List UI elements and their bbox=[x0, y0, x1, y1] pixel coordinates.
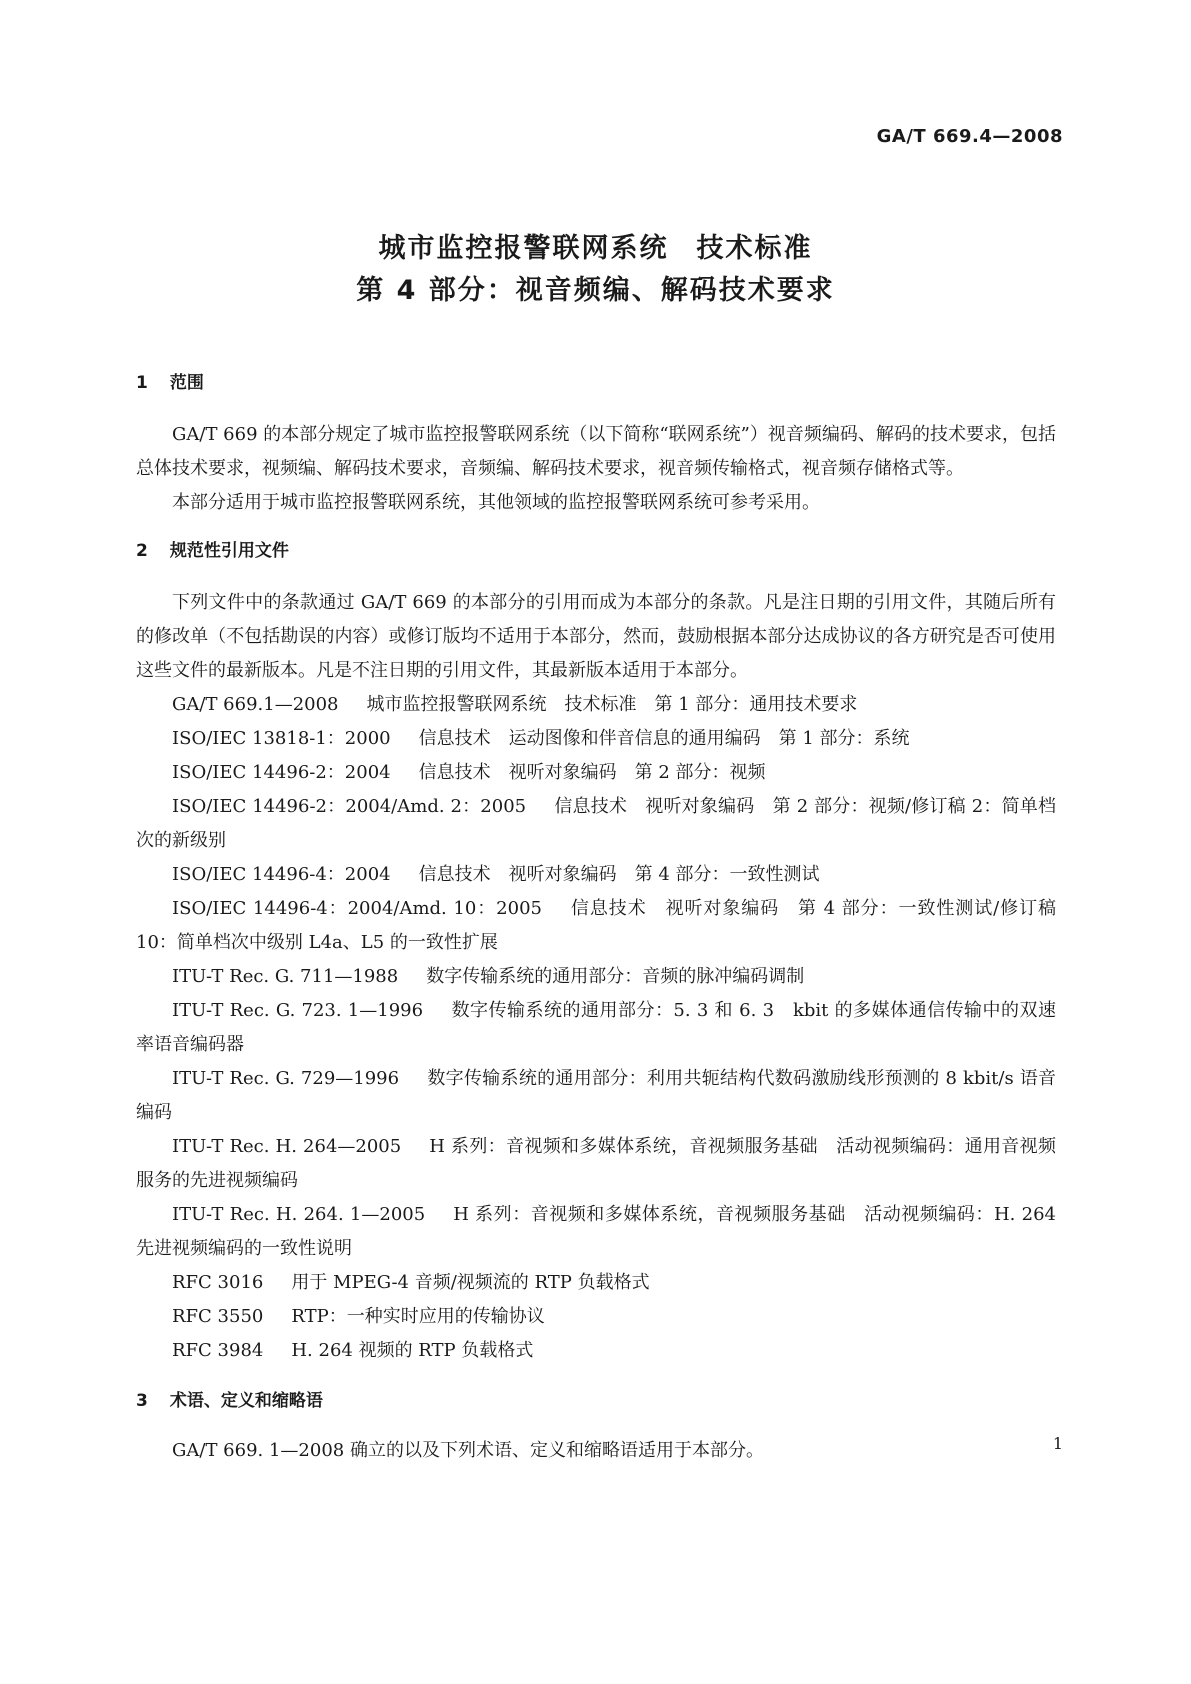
reference-item bbox=[136, 1266, 1056, 1300]
section-3-heading bbox=[136, 1384, 1056, 1418]
reference-item bbox=[136, 892, 1056, 960]
reference-item bbox=[136, 1198, 1056, 1266]
normative-references-list bbox=[136, 688, 1056, 1368]
reference-title: 城市监控报警联网系统 技术标准 第 1 部分：通用技术要求 bbox=[366, 694, 858, 715]
reference-item bbox=[136, 960, 1056, 994]
reference-title: 信息技术 视听对象编码 第 2 部分：视频 bbox=[418, 762, 766, 783]
title-line-1-part-2: 技术标准 bbox=[696, 233, 813, 264]
section-number: 3 bbox=[136, 1391, 148, 1411]
reference-title: RTP：一种实时应用的传输协议 bbox=[291, 1306, 545, 1327]
reference-item bbox=[136, 790, 1056, 858]
standard-number: GA/T 669.4—2008 bbox=[876, 126, 1063, 147]
section-1-heading bbox=[136, 366, 1056, 400]
reference-title: H 系列：音视频和多媒体系统，音视频服务基础 活动视频编码：通用音视频服务的先进视频编码 bbox=[136, 1136, 1056, 1191]
section-2-heading bbox=[136, 534, 1056, 568]
reference-item bbox=[136, 1300, 1056, 1334]
reference-code: ISO/IEC 14496-2：2004 bbox=[172, 762, 391, 783]
reference-title: 数字传输系统的通用部分：利用共轭结构代数码激励线形预测的 8 kbit/s 语音编码 bbox=[136, 1068, 1056, 1123]
reference-title: H 系列：音视频和多媒体系统，音视频服务基础 活动视频编码：H. 264 先进视频编码的一致性说明 bbox=[136, 1204, 1056, 1259]
reference-code: RFC 3984 bbox=[172, 1340, 264, 1361]
section-title: 范围 bbox=[169, 373, 204, 393]
page-number: 1 bbox=[1052, 1434, 1063, 1453]
reference-code: ITU-T Rec. H. 264—2005 bbox=[172, 1136, 402, 1157]
reference-item bbox=[136, 994, 1056, 1062]
reference-title: 信息技术 运动图像和伴音信息的通用编码 第 1 部分：系统 bbox=[418, 728, 910, 749]
reference-code: GA/T 669.1—2008 bbox=[172, 694, 339, 715]
scope-paragraph: 本部分适用于城市监控报警联网系统，其他领域的监控报警联网系统可参考采用。 bbox=[172, 492, 820, 513]
section-title: 规范性引用文件 bbox=[169, 541, 289, 561]
reference-title: 信息技术 视听对象编码 第 4 部分：一致性测试 bbox=[418, 864, 820, 885]
reference-item bbox=[136, 858, 1056, 892]
reference-title: 信息技术 视听对象编码 第 2 部分：视频/修订稿 2：简单档次的新级别 bbox=[136, 796, 1056, 851]
reference-item bbox=[136, 722, 1056, 756]
reference-code: ITU-T Rec. G. 723. 1—1996 bbox=[172, 1000, 424, 1021]
references-intro: 下列文件中的条款通过 GA/T 669 的本部分的引用而成为本部分的条款。凡是注日期的引用文件，其随后所有的修改单（不包括勘误的内容）或修订版均不适用于本部分，然而，鼓励根据本部分达成协议的各方研究是否可使用这些文件的最新版本。凡是不注日期的引用文件，其最新版本适用于本部分。 bbox=[136, 592, 1056, 681]
reference-item bbox=[136, 688, 1056, 722]
reference-code: RFC 3550 bbox=[172, 1306, 264, 1327]
reference-title: H. 264 视频的 RTP 负载格式 bbox=[291, 1340, 534, 1361]
title-line-1-part-1: 城市监控报警联网系统 bbox=[378, 233, 669, 264]
reference-item bbox=[136, 1130, 1056, 1198]
title-line-1 bbox=[0, 228, 1191, 270]
scope-paragraph: GA/T 669 的本部分规定了城市监控报警联网系统（以下简称“联网系统”）视音频编码、解码的技术要求，包括总体技术要求，视频编、解码技术要求，音频编、解码技术要求，视音频传输格式，视音频存储格式等。 bbox=[136, 424, 1056, 479]
terms-paragraph: GA/T 669. 1—2008 确立的以及下列术语、定义和缩略语适用于本部分。 bbox=[172, 1440, 764, 1461]
reference-title: 用于 MPEG-4 音频/视频流的 RTP 负载格式 bbox=[291, 1272, 650, 1293]
reference-code: RFC 3016 bbox=[172, 1272, 264, 1293]
reference-title: 数字传输系统的通用部分：5. 3 和 6. 3 kbit 的多媒体通信传输中的双速率语音编码器 bbox=[136, 1000, 1057, 1055]
reference-item bbox=[136, 756, 1056, 790]
section-title: 术语、定义和缩略语 bbox=[169, 1391, 323, 1411]
reference-item bbox=[136, 1334, 1056, 1368]
reference-code: ITU-T Rec. H. 264. 1—2005 bbox=[172, 1204, 426, 1225]
reference-title: 数字传输系统的通用部分：音频的脉冲编码调制 bbox=[426, 966, 805, 987]
reference-code: ISO/IEC 14496-4：2004 bbox=[172, 864, 391, 885]
reference-title: 信息技术 视听对象编码 第 4 部分：一致性测试/修订稿 10：简单档次中级别 L4a、L5 的一致性扩展 bbox=[136, 898, 1057, 953]
reference-code: ISO/IEC 13818-1：2000 bbox=[172, 728, 391, 749]
reference-code: ITU-T Rec. G. 711—1988 bbox=[172, 966, 399, 987]
document-title bbox=[0, 228, 1191, 312]
reference-code: ISO/IEC 14496-2：2004/Amd. 2：2005 bbox=[172, 796, 527, 817]
section-number: 1 bbox=[136, 373, 148, 393]
section-number: 2 bbox=[136, 541, 148, 561]
reference-code: ISO/IEC 14496-4：2004/Amd. 10：2005 bbox=[172, 898, 542, 919]
reference-code: ITU-T Rec. G. 729—1996 bbox=[172, 1068, 400, 1089]
title-line-2: 第 4 部分：视音频编、解码技术要求 bbox=[356, 275, 835, 306]
reference-item bbox=[136, 1062, 1056, 1130]
document-body bbox=[136, 366, 1056, 1468]
